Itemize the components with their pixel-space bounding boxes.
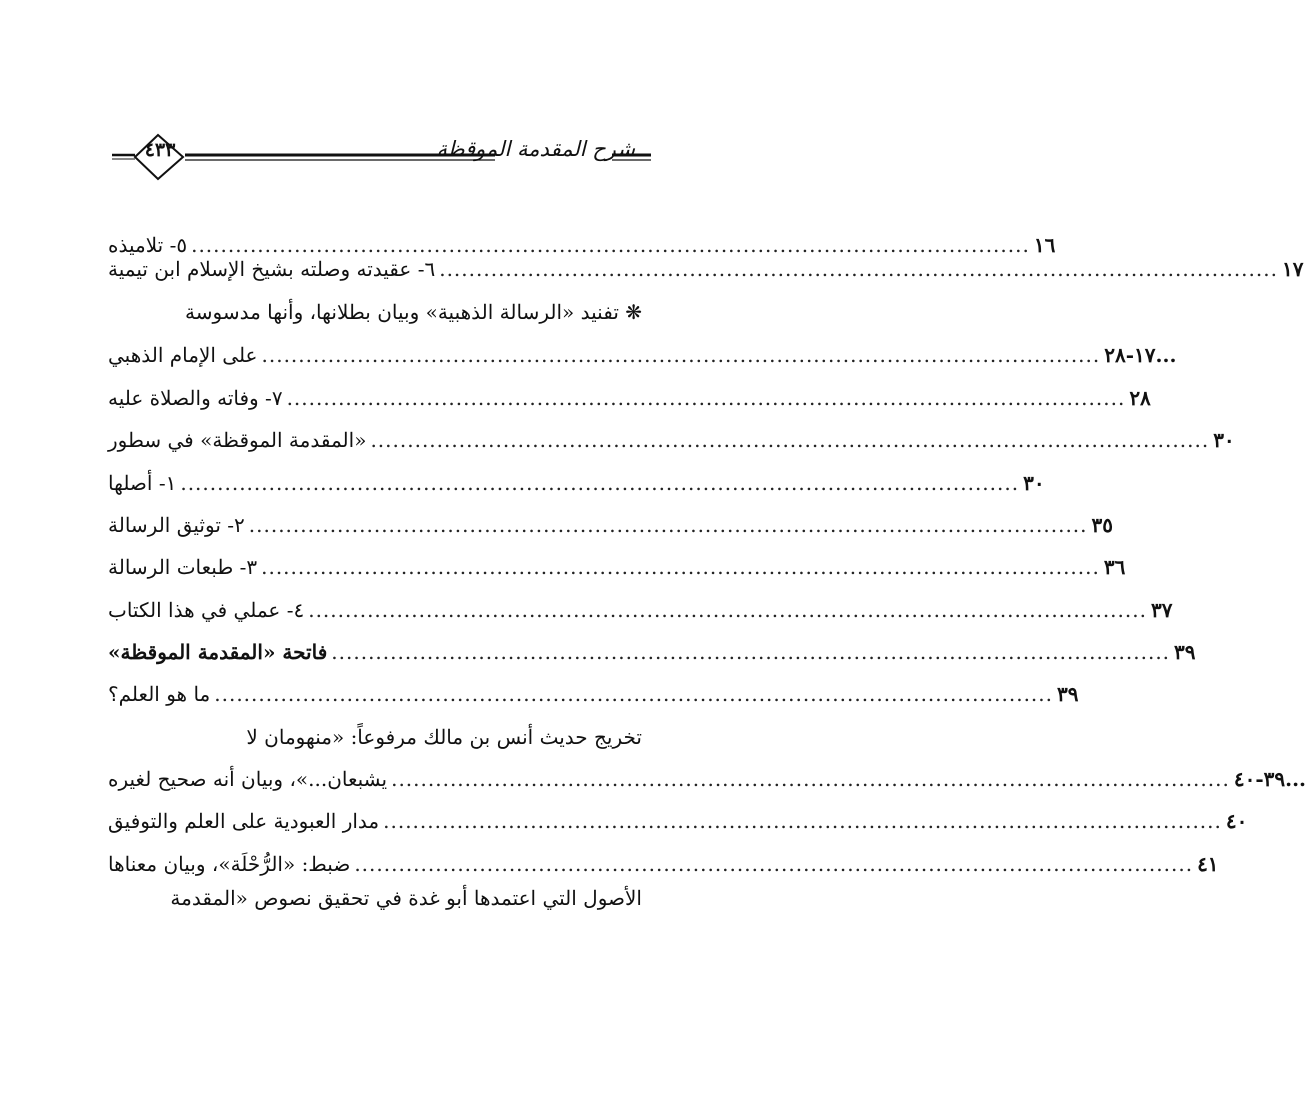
toc-entry-title: ٢- توثيق الرسالة: [108, 513, 245, 537]
toc-entry-page: ٣٦: [1103, 555, 1126, 579]
toc-entry-title: ضبط: «الرُّحْلَة»، وبيان معناها: [108, 852, 351, 876]
toc-entry-page: ٢٨: [1129, 386, 1151, 410]
toc-entry-page: ١٦: [1033, 233, 1056, 257]
toc-entry-title: ٦- عقيدته وصلته بشيخ الإسلام ابن تيمية: [108, 257, 436, 281]
dot-leader: ..................................................................................................................: [214, 682, 1053, 706]
toc-row: [108, 635, 1196, 669]
toc-entry-page: ...٣٩-٤٠: [1233, 767, 1306, 791]
toc-row: [108, 847, 1219, 881]
toc-entry-title: ما هو العلم؟: [108, 682, 211, 706]
page-number: ٤٣٣: [144, 139, 176, 161]
toc-entry-page: ٣٩: [1174, 640, 1196, 664]
toc-row: [108, 508, 1113, 542]
toc-row: [108, 804, 1248, 838]
toc-row: [108, 381, 1151, 415]
dot-leader: ..................................................................................................................: [261, 343, 1101, 367]
toc-entry-page: ٣٩: [1057, 682, 1079, 706]
dot-leader: ..................................................................................................................: [248, 513, 1088, 537]
toc-row: [108, 762, 1306, 796]
dot-leader: ..................................................................................................................: [391, 767, 1230, 791]
toc-entry-page: ١٧: [1281, 257, 1304, 281]
toc-continuation-line: تخريج حديث أنس بن مالك مرفوعاً: «منهومان لا: [246, 725, 642, 749]
toc-entry-page: ٣٧: [1150, 598, 1173, 622]
dot-leader: ..................................................................................................................: [354, 852, 1194, 876]
toc-entry-title: ٧- وفاته والصلاة عليه: [108, 386, 283, 410]
toc-entry-page: ...١٧-٢٨: [1104, 343, 1177, 367]
toc-entry-title: يشبعان...»، وبيان أنه صحيح لغيره: [108, 767, 388, 791]
toc-row: [108, 252, 1304, 286]
toc-entry-title: على الإمام الذهبي: [108, 343, 258, 367]
toc-entry-title: ١- أصلها: [108, 471, 177, 495]
toc-entry-title: ٥- تلاميذه: [108, 233, 188, 257]
toc-entry-title: فاتحة «المقدمة الموقظة»: [108, 640, 328, 664]
dot-leader: ..................................................................................................................: [286, 386, 1126, 410]
toc-entry-page: ٤١: [1197, 852, 1219, 876]
dot-leader: ..................................................................................................................: [370, 428, 1210, 452]
toc-row: [108, 593, 1173, 627]
toc-entry-title: ٤- عملي في هذا الكتاب: [108, 598, 305, 622]
dot-leader: ..................................................................................................................: [191, 233, 1030, 257]
toc-entry-page: ٣٠: [1213, 428, 1235, 452]
toc-entry-page: ٣٥: [1091, 513, 1113, 537]
toc-row: [108, 550, 1126, 584]
running-title: شرح المقدمة الموقظة: [436, 137, 635, 161]
toc-entry-title: ٣- طبعات الرسالة: [108, 555, 258, 579]
toc-continuation-line: ❋ تفنيد «الرسالة الذهبية» وبيان بطلانها، وأنها مدسوسة: [185, 300, 642, 324]
toc-entry-page: ٤٠: [1225, 809, 1248, 833]
dot-leader: ..................................................................................................................: [331, 640, 1171, 664]
toc-row: [108, 423, 1235, 457]
toc-entry-title: مدار العبودية على العلم والتوفيق: [108, 809, 380, 833]
toc-entry-page: ٣٠: [1023, 471, 1045, 495]
toc-row: [108, 338, 1177, 372]
dot-leader: ..................................................................................................................: [180, 471, 1020, 495]
dot-leader: ..................................................................................................................: [261, 555, 1100, 579]
toc-row: [108, 677, 1079, 711]
dot-leader: ..................................................................................................................: [308, 598, 1147, 622]
toc-entry-title: «المقدمة الموقظة» في سطور: [108, 428, 367, 452]
toc-continuation-line: الأصول التي اعتمدها أبو غدة في تحقيق نصوص «المقدمة: [170, 886, 642, 910]
dot-leader: ..................................................................................................................: [439, 257, 1278, 281]
dot-leader: ..................................................................................................................: [383, 809, 1222, 833]
toc-row: [108, 466, 1045, 500]
